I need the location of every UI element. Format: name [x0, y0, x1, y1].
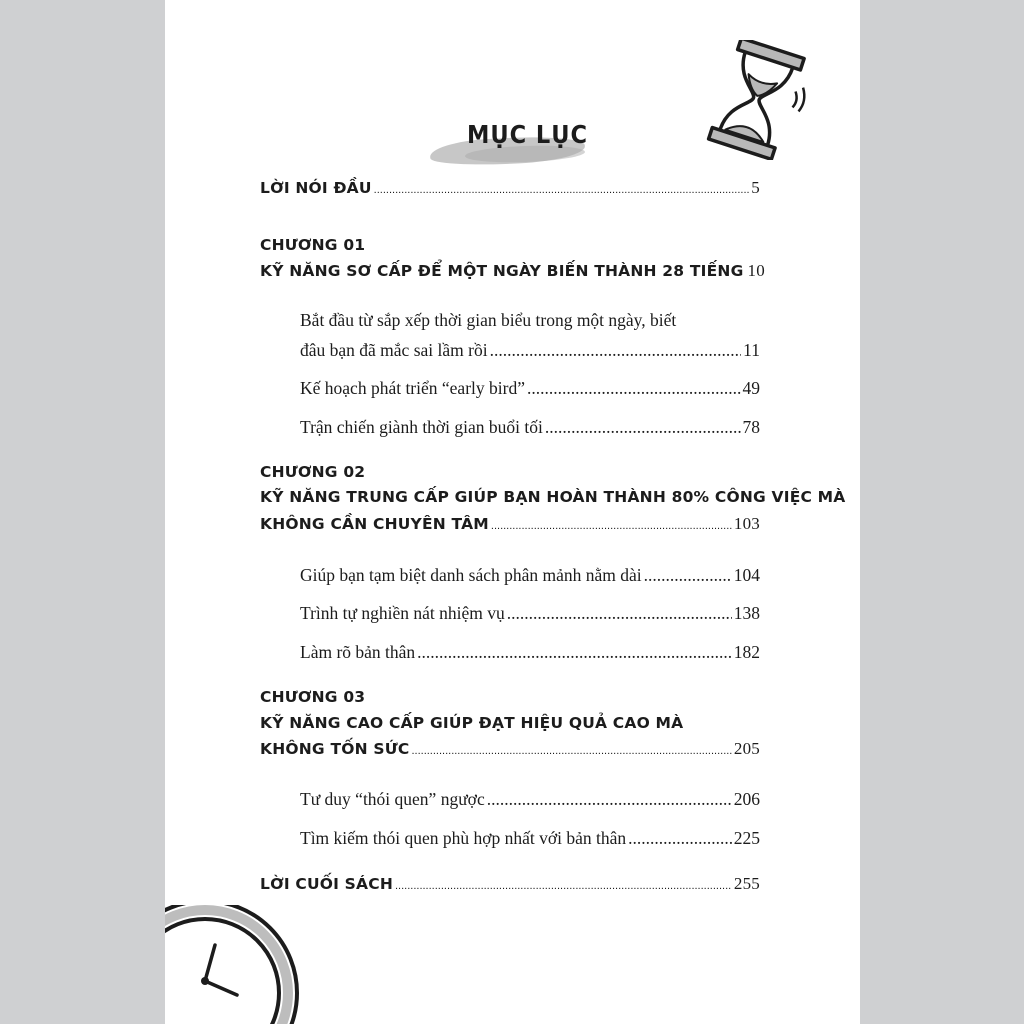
- chapter-2-number: CHƯƠNG 02: [260, 463, 366, 481]
- toc-section-3-2: Tìm kiếm thói quen phù hợp nhất với bản thân ..... 225: [300, 828, 760, 849]
- chapter-3-number: CHƯƠNG 03: [260, 688, 366, 706]
- toc-section-2-1: Giúp bạn tạm biệt danh sách phân mảnh nằm dài ..... 104: [300, 565, 760, 586]
- toc-section-1-1: đâu bạn đã mắc sai lầm rồi ..... 11: [300, 340, 760, 361]
- toc-section-2-3: Làm rõ bản thân ..... 182: [300, 642, 760, 663]
- page-title: MỤC LỤC: [466, 120, 589, 149]
- chapter-3-title: KHÔNG TỐN SỨC ..... 205: [260, 739, 760, 759]
- chapter-1-title: KỸ NĂNG SƠ CẤP ĐỂ MỘT NGÀY BIẾN THÀNH 28 TIẾNG 10: [260, 261, 765, 280]
- toc-section-1-2: Kế hoạch phát triển “early bird” ..... 49: [300, 378, 760, 399]
- toc-section-2-2: Trình tự nghiền nát nhiệm vụ ..... 138: [300, 603, 760, 624]
- chapter-2-title: KHÔNG CẦN CHUYÊN TÂM ..... 103: [260, 514, 760, 534]
- toc-section-3-1: Tư duy “thói quen” ngược ..... 206: [300, 789, 760, 810]
- chapter-1-number: CHƯƠNG 01: [260, 236, 366, 254]
- toc-section-line: Bắt đầu từ sắp xếp thời gian biểu trong một ngày, biết: [300, 310, 677, 330]
- heading-block: [165, 118, 860, 178]
- toc-section-1-3: Trận chiến giành thời gian buổi tối ..... 78: [300, 417, 760, 438]
- chapter-3-title-line: KỸ NĂNG CAO CẤP GIÚP ĐẠT HIỆU QUẢ CAO MÀ: [260, 714, 684, 732]
- toc-entry-preface: LỜI NÓI ĐẦU ..... 5: [260, 178, 760, 198]
- book-page: [165, 0, 860, 1024]
- toc-entry-afterword: LỜI CUỐI SÁCH ..... 255: [260, 874, 760, 894]
- chapter-2-title-line: KỸ NĂNG TRUNG CẤP GIÚP BẠN HOÀN THÀNH 80% CÔNG VIỆC MÀ: [260, 488, 846, 506]
- clock-icon: [165, 905, 305, 1024]
